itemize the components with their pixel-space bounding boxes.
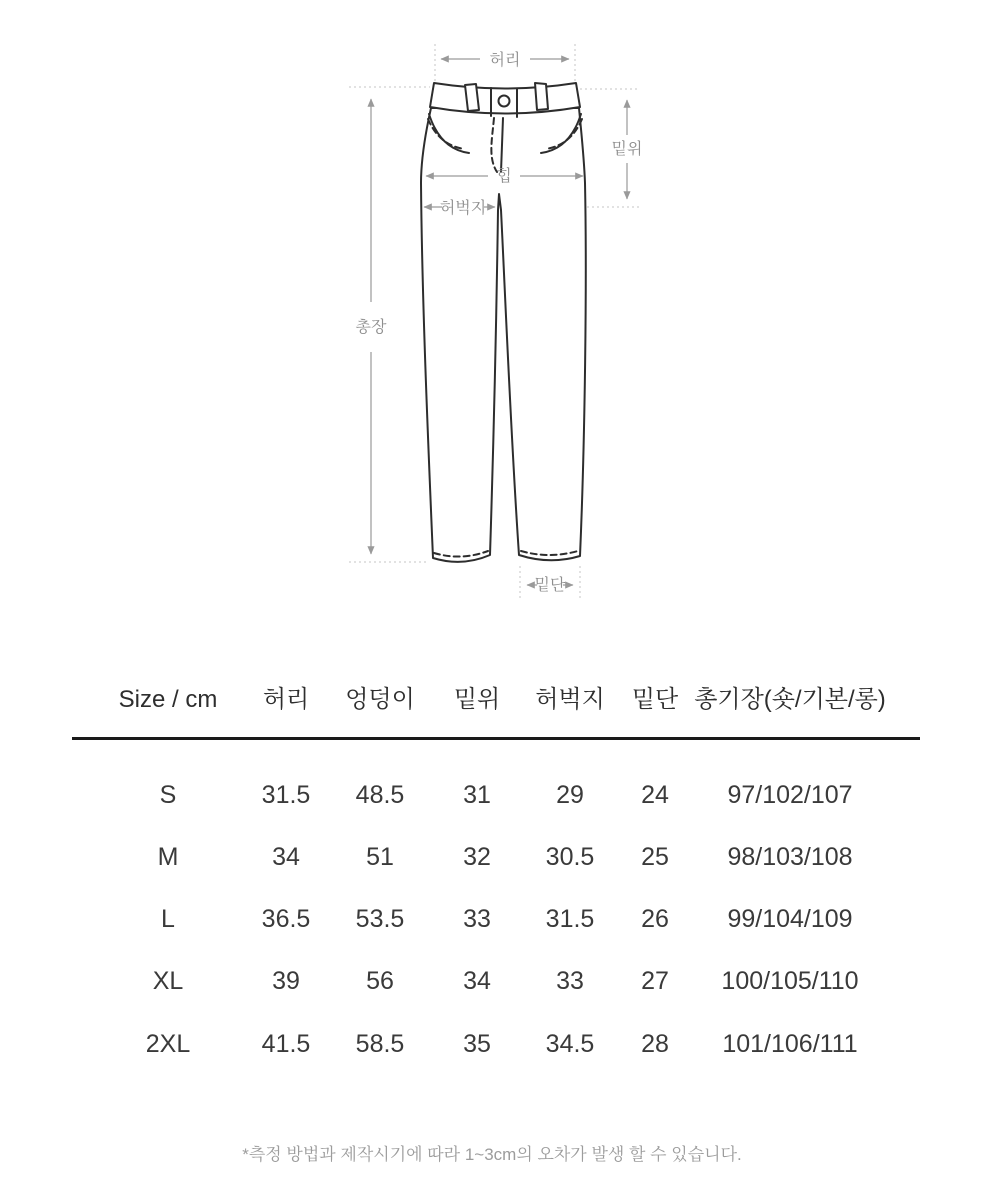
table-header-row (0, 680, 984, 720)
thigh-cell: 33 (556, 967, 584, 995)
waist-cell: 39 (272, 967, 300, 995)
size-cell: L (161, 905, 175, 933)
header-hip: 엉덩이 (345, 686, 415, 713)
thigh-cell: 30.5 (545, 843, 595, 871)
size-cell: 2XL (145, 1030, 191, 1058)
hem-cell: 28 (641, 1030, 669, 1058)
waist-cell: 36.5 (261, 905, 311, 933)
rise-label: 밑위 (611, 141, 643, 158)
total-length-dimension (356, 99, 387, 554)
hem-cell: 25 (641, 843, 669, 871)
rise-cell: 33 (463, 905, 491, 933)
header-length: 총기장(숏/기본/롱) (694, 686, 886, 713)
pants-outline (421, 83, 586, 562)
header-waist: 허리 (262, 686, 310, 713)
waist-button (499, 96, 510, 107)
length-cell: 100/105/110 (721, 967, 859, 995)
hip-cell: 51 (366, 843, 394, 871)
size-cell: XL (152, 967, 184, 995)
waist-label: 허리 (489, 52, 521, 69)
waist-cell: 31.5 (261, 781, 311, 809)
total-length-label: 총장 (355, 319, 387, 336)
rise-dimension (612, 100, 643, 199)
length-cell: 99/104/109 (727, 905, 853, 933)
table-row (0, 775, 984, 815)
belt-loop-right (535, 83, 548, 110)
hem-cell: 26 (641, 905, 669, 933)
hip-cell: 48.5 (355, 781, 405, 809)
hip-cell: 58.5 (355, 1030, 405, 1058)
thigh-cell: 29 (556, 781, 584, 809)
table-row (0, 899, 984, 939)
waist-dimension (441, 50, 569, 69)
hem-cell: 27 (641, 967, 669, 995)
pants-size-diagram (340, 20, 740, 620)
waist-cell: 34 (272, 843, 300, 871)
thigh-cell: 34.5 (545, 1030, 595, 1058)
rise-cell: 34 (463, 967, 491, 995)
rise-cell: 31 (463, 781, 491, 809)
hem-dimension (527, 575, 573, 594)
length-cell: 97/102/107 (727, 781, 853, 809)
thigh-cell: 31.5 (545, 905, 595, 933)
length-cell: 101/106/111 (722, 1030, 858, 1058)
table-row (0, 1024, 984, 1064)
header-thigh: 허벅지 (535, 686, 605, 713)
header-divider (72, 737, 920, 740)
thigh-label: 허벅지 (439, 200, 487, 217)
hem-label: 밑단 (534, 577, 566, 594)
hip-cell: 56 (366, 967, 394, 995)
hem-cell: 24 (641, 781, 669, 809)
size-cell: S (159, 781, 177, 809)
measurement-disclaimer: *측정 방법과 제작시기에 따라 1~3cm의 오차가 발생 할 수 있습니다. (242, 1145, 742, 1164)
table-row (0, 837, 984, 877)
belt-loop-left (465, 84, 479, 111)
size-cell: M (157, 843, 179, 871)
length-cell: 98/103/108 (727, 843, 853, 871)
hip-cell: 53.5 (355, 905, 405, 933)
waist-cell: 41.5 (261, 1030, 311, 1058)
rise-cell: 32 (463, 843, 491, 871)
hip-label: 힙 (496, 168, 512, 185)
header-size: Size / cm (118, 686, 218, 713)
table-row (0, 961, 984, 1001)
header-rise: 밑위 (453, 686, 501, 713)
rise-cell: 35 (463, 1030, 491, 1058)
header-hem: 밑단 (631, 686, 679, 713)
